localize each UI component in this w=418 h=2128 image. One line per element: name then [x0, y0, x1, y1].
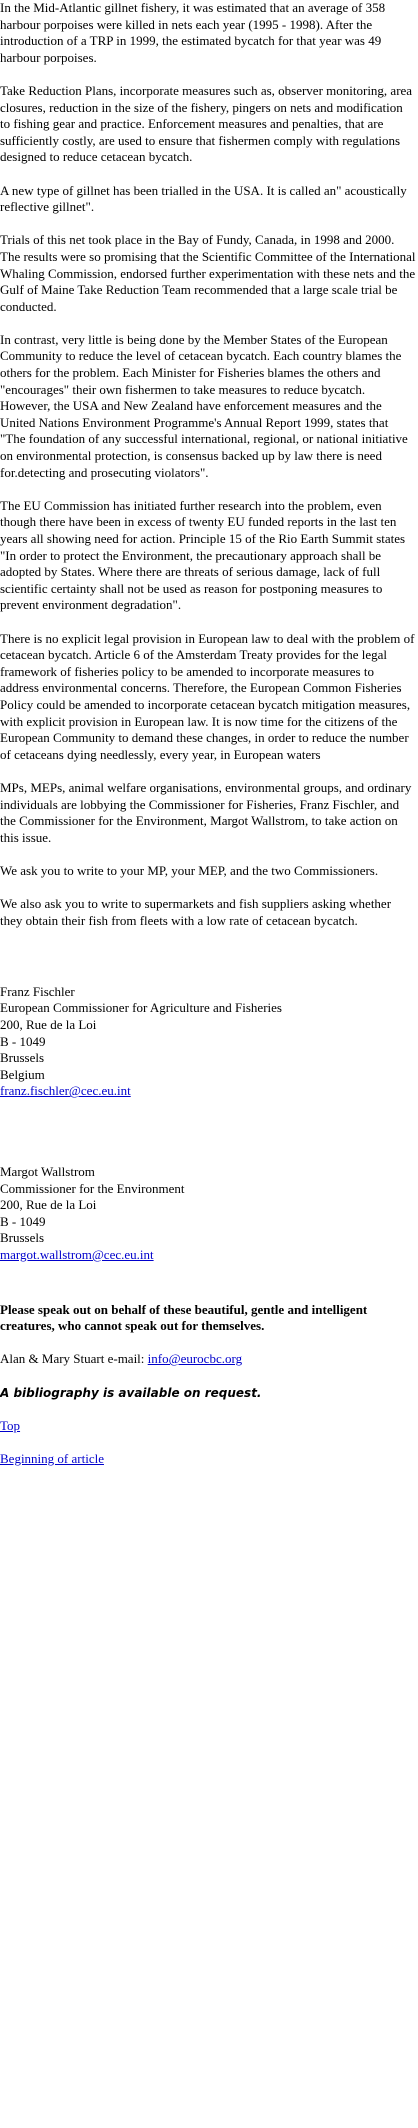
authors-email-link[interactable]: info@eurocbc.org [147, 1351, 243, 1367]
address-line: Commissioner for the Environment [0, 1180, 185, 1196]
paragraph-new-gillnet: A new type of gillnet has been trialled in the USA. It is called an" acoustically reflective gillnet". [0, 182, 407, 215]
address-line: 200, Rue de la Loi [0, 1197, 97, 1213]
paragraph-lobbying: MPs, MEPs, animal welfare organisations, environmental groups, and ordinary individuals are lobbying the Commissioner for Fisheries, Franz Fischler, and the Commissioner for the Environment, Margot Wallstrom, to take action on this issue. [0, 779, 412, 845]
paragraph-take-reduction-plans: Take Reduction Plans, incorporate measures such as, observer monitoring, area closures, reduction in the size of the fishery, pingers on nets and modification to fishing gear and practice. Enforcement measures and penalties, that are sufficiently costly, are used to ensure that fishermen comply with regulations designed to reduce cetacean bycatch. [0, 82, 413, 165]
address-line: Margot Wallstrom [0, 1164, 95, 1179]
spacer [0, 1264, 416, 1302]
top-link[interactable]: Top [0, 1417, 21, 1433]
paragraph-mid-atlantic: In the Mid-Atlantic gillnet fishery, it was estimated that an average of 358 harbour porpoises were killed in nets each year (1995 - 1998). After the introduction of a TRP in 1999, the estimated bycatch for that year was 49 harbour porpoises. [0, 0, 386, 65]
authors-line [0, 1351, 416, 1368]
address-line: B - 1049 [0, 1033, 46, 1049]
address-line: Brussels [0, 1230, 45, 1246]
address-wallstrom [0, 1164, 416, 1264]
paragraph-supermarkets: We also ask you to write to supermarkets and fish suppliers asking whether they obtain their fish from fleets with a low rate of cetacean bycatch. [0, 896, 392, 928]
paragraph-eu-commission: The EU Commission has initiated further research into the problem, even though there have been in excess of twenty EU funded reports in the last ten years all showing need for action. Principle 15 of the Rio Earth Summit states "In order to protect the Environment, the precautionary approach shall be adopted by States. Where there are threats of serious damage, lack of full scientific certainty shall not be used as reason for postponing measures to prevent environment degradation". [0, 497, 406, 613]
address-line: Franz Fischler [0, 983, 75, 999]
paragraph-member-states: In contrast, very little is being done by the Member States of the European Community to reduce the level of cetacean bycatch. Each country blames the others for the problem. Each Minister for Fisheries blames the others and "encourages" their own fishermen to take measures to reduce bycatch. However, the USA and New Zealand have enforcement measures and the United Nations Environment Programme's Annual Report 1999, states that "The foundation of any successful international, regional, or national initiative on environmental protection, is consensus backed up by law there is need for.detecting and prosecuting violators". [0, 331, 408, 480]
address-line: B - 1049 [0, 1213, 46, 1229]
paragraph-legal-provision: There is no explicit legal provision in European law to deal with the problem of cetacean bycatch. Article 6 of the Amsterdam Treaty provides for the legal framework of fisheries policy to be amended to incorporate measures to address environmental concerns. Therefore, the European Common Fisheries Policy could be amended to incorporate cetacean bycatch mitigation measures, with explicit provision in European law. It is now time for the citizens of the European Community to demand these changes, in order to reduce the number of cetaceans dying needlessly, every year, in European waters [0, 630, 415, 762]
spacer [0, 946, 416, 984]
paragraph-write-mp: We ask you to write to your MP, your MEP, and the two Commissioners. [0, 862, 379, 878]
authors-label: Alan & Mary Stuart e-mail: [0, 1351, 148, 1367]
paragraph-trials: Trials of this net took place in the Bay of Fundy, Canada, in 1998 and 2000. The results were so promising that the Scientific Committee of the International Whaling Commission, endorsed further experimentation with these nets and the Gulf of Maine Take Reduction Team recommended that a large scale trial be conducted. [0, 232, 416, 314]
address-line: 200, Rue de la Loi [0, 1017, 97, 1033]
fischler-email-link[interactable]: franz.fischler@cec.eu.int [0, 1083, 131, 1099]
bibliography-note: A bibliography is available on request. [0, 1385, 262, 1400]
address-line: Brussels [0, 1050, 45, 1066]
spacer [0, 1100, 416, 1164]
address-fischler [0, 984, 416, 1100]
address-line: European Commissioner for Agriculture and Fisheries [0, 1000, 282, 1016]
appeal-text: Please speak out on behalf of these beautiful, gentle and intelligent creatures, who cannot speak out for themselves. [0, 1301, 368, 1334]
wallstrom-email-link[interactable]: margot.wallstrom@cec.eu.int [0, 1246, 154, 1262]
beginning-of-article-link[interactable]: Beginning of article [0, 1450, 104, 1466]
address-line: Belgium [0, 1066, 45, 1082]
